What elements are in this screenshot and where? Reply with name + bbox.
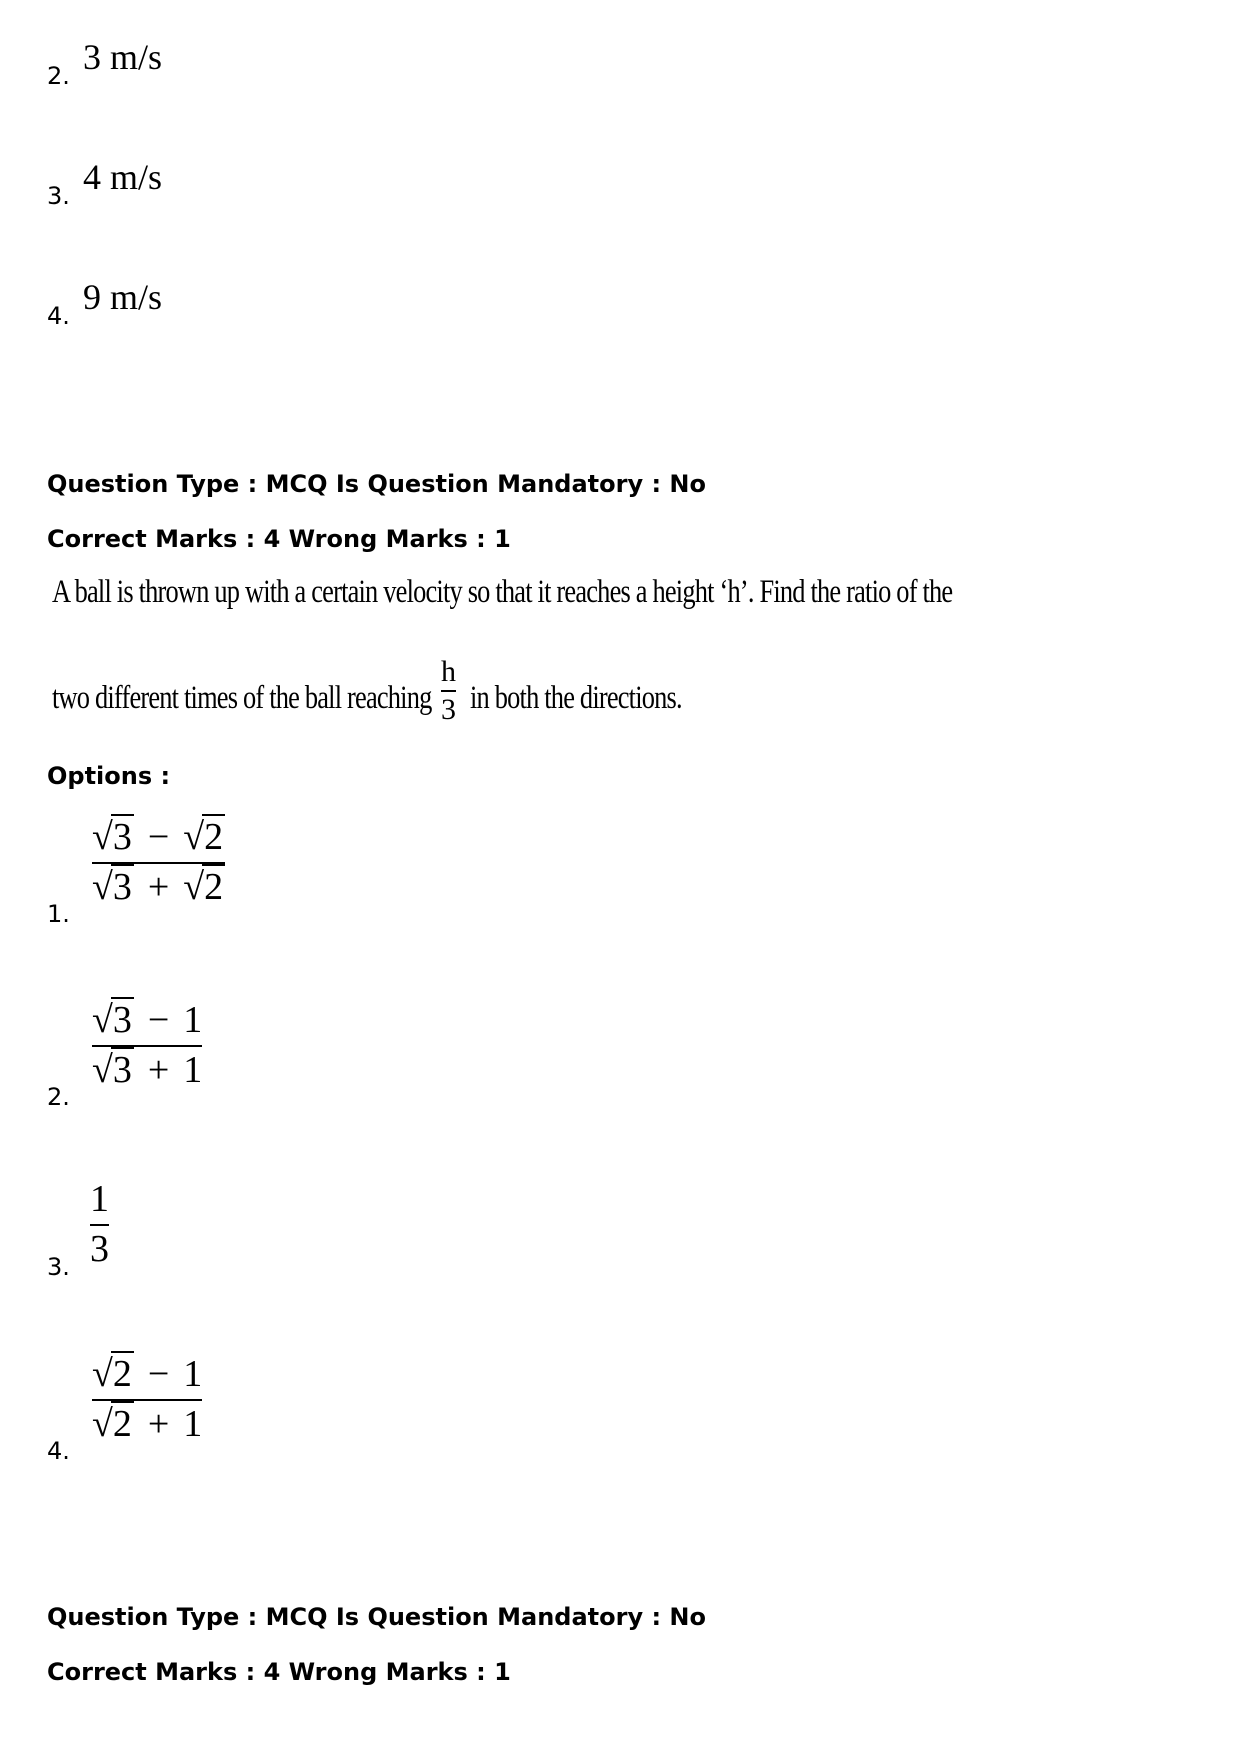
fraction-bar <box>92 1399 202 1401</box>
sqrt-term: √2 <box>183 865 224 908</box>
question-text-line-1: A ball is thrown up with a certain velocity so that it reaches a height ‘h’. Find the ratio of the <box>52 574 953 610</box>
option-1-fraction <box>92 818 225 908</box>
question-type-line: Question Type : MCQ Is Question Mandatory : No <box>47 1603 706 1631</box>
sqrt-term: √3 <box>92 865 132 908</box>
option-value: 4 m/s <box>83 157 163 197</box>
fraction-numerator: √2 − 1 <box>92 1353 203 1395</box>
marks-line: Correct Marks : 4 Wrong Marks : 1 <box>47 525 511 553</box>
options-label: Options : <box>47 762 171 790</box>
fraction-numerator: √3 − √2 <box>92 816 224 858</box>
option-value: 9 m/s <box>83 277 163 317</box>
fraction-denominator: 3 <box>90 1227 109 1270</box>
option-number: 1. <box>47 900 70 928</box>
question-text-line-2b: in both the directions. <box>470 680 682 716</box>
fraction-numerator: 1 <box>90 1178 109 1220</box>
option-number: 3. <box>47 1253 70 1281</box>
fraction-denominator: 3 <box>441 693 456 726</box>
option-number: 4. <box>47 302 70 330</box>
option-number: 4. <box>47 1437 70 1465</box>
fraction-bar <box>441 690 456 692</box>
option-2-fraction <box>92 1001 202 1091</box>
fraction-h-over-3 <box>441 657 456 725</box>
question-text-line-2a: two different times of the ball reaching <box>52 680 432 716</box>
question-type-line: Question Type : MCQ Is Question Mandatory : No <box>47 470 706 498</box>
option-number: 2. <box>47 62 70 90</box>
fraction-denominator: √2 + 1 <box>92 1402 203 1445</box>
sqrt-term: √3 <box>92 816 132 858</box>
option-4-fraction <box>92 1355 202 1445</box>
sqrt-term: √3 <box>92 999 132 1041</box>
fraction-numerator: √3 − 1 <box>92 999 203 1041</box>
sqrt-term: √3 <box>92 1048 132 1091</box>
fraction-denominator: √3 + 1 <box>92 1048 203 1091</box>
option-number: 2. <box>47 1083 70 1111</box>
option-value: 3 m/s <box>83 37 163 77</box>
fraction-bar <box>92 1045 202 1047</box>
fraction-numerator: h <box>441 655 456 688</box>
option-3-fraction <box>90 1180 109 1270</box>
sqrt-term: √2 <box>92 1353 132 1395</box>
sqrt-term: √2 <box>92 1402 132 1445</box>
sqrt-term: √2 <box>183 816 224 858</box>
marks-line: Correct Marks : 4 Wrong Marks : 1 <box>47 1658 511 1686</box>
fraction-denominator: √3 + √2 <box>92 865 224 908</box>
option-number: 3. <box>47 182 70 210</box>
fraction-bar <box>90 1224 109 1226</box>
